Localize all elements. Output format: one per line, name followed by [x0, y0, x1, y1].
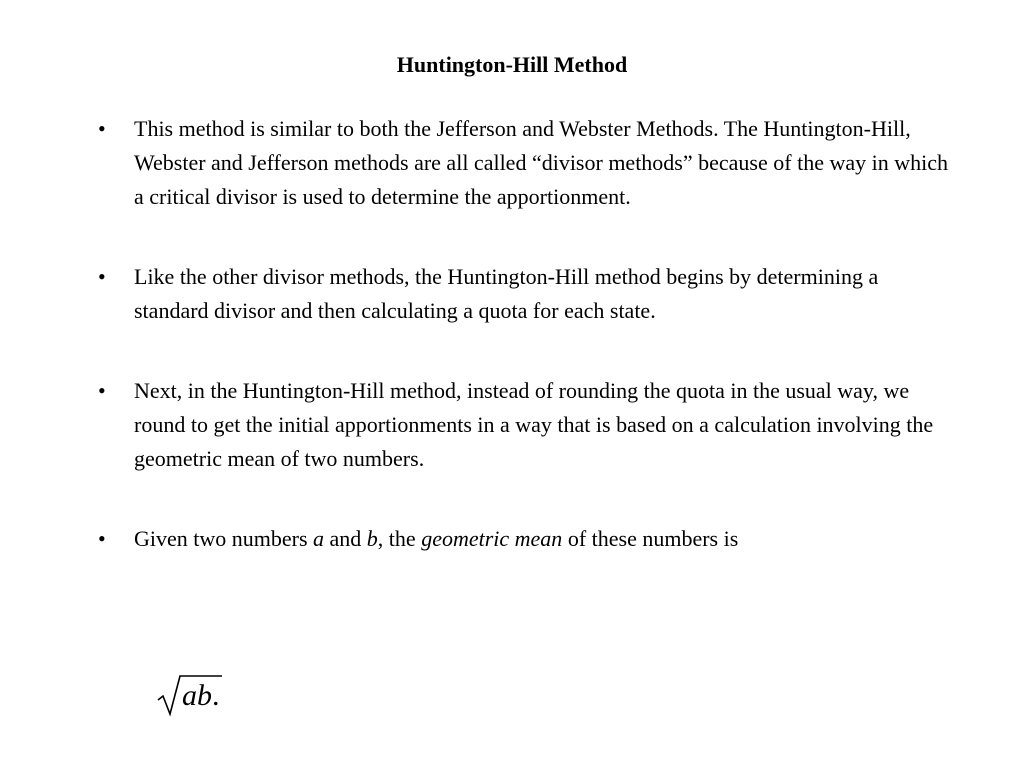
- bullet-item: [98, 112, 948, 214]
- bullet-list: [98, 112, 948, 556]
- variable-a: a: [313, 526, 325, 551]
- slide-title: Huntington-Hill Method: [396, 52, 628, 77]
- bullet-text: Like the other divisor methods, the Huntington-Hill method begins by determining a standard divisor and then calculating a quota for each state.: [134, 264, 879, 323]
- variable-b: b: [366, 526, 378, 551]
- bullet-icon: •: [98, 526, 106, 551]
- formula-radicand: ab.: [182, 679, 220, 712]
- bullet-icon: •: [98, 264, 106, 289]
- bullet-icon: •: [98, 378, 106, 403]
- bullet-item: [98, 374, 948, 476]
- bullet-item: [98, 522, 948, 556]
- bullet-icon: •: [98, 116, 106, 141]
- bullet-text: Given two numbers a and b, the geometric mean of these numbers is: [134, 526, 739, 551]
- bullet-text: This method is similar to both the Jefferson and Webster Methods. The Huntington-Hill, Webster and Jefferson methods are all called “divisor methods” because of the way in which a critical divisor is used to determine the apportionment.: [134, 116, 948, 209]
- bullet-text: Next, in the Huntington-Hill method, instead of rounding the quota in the usual way, we round to get the initial apportionments in a way that is based on a calculation involving the geometric mean of two numbers.: [134, 378, 934, 471]
- geometric-mean-term: geometric mean: [421, 526, 563, 551]
- bullet-item: [98, 260, 948, 328]
